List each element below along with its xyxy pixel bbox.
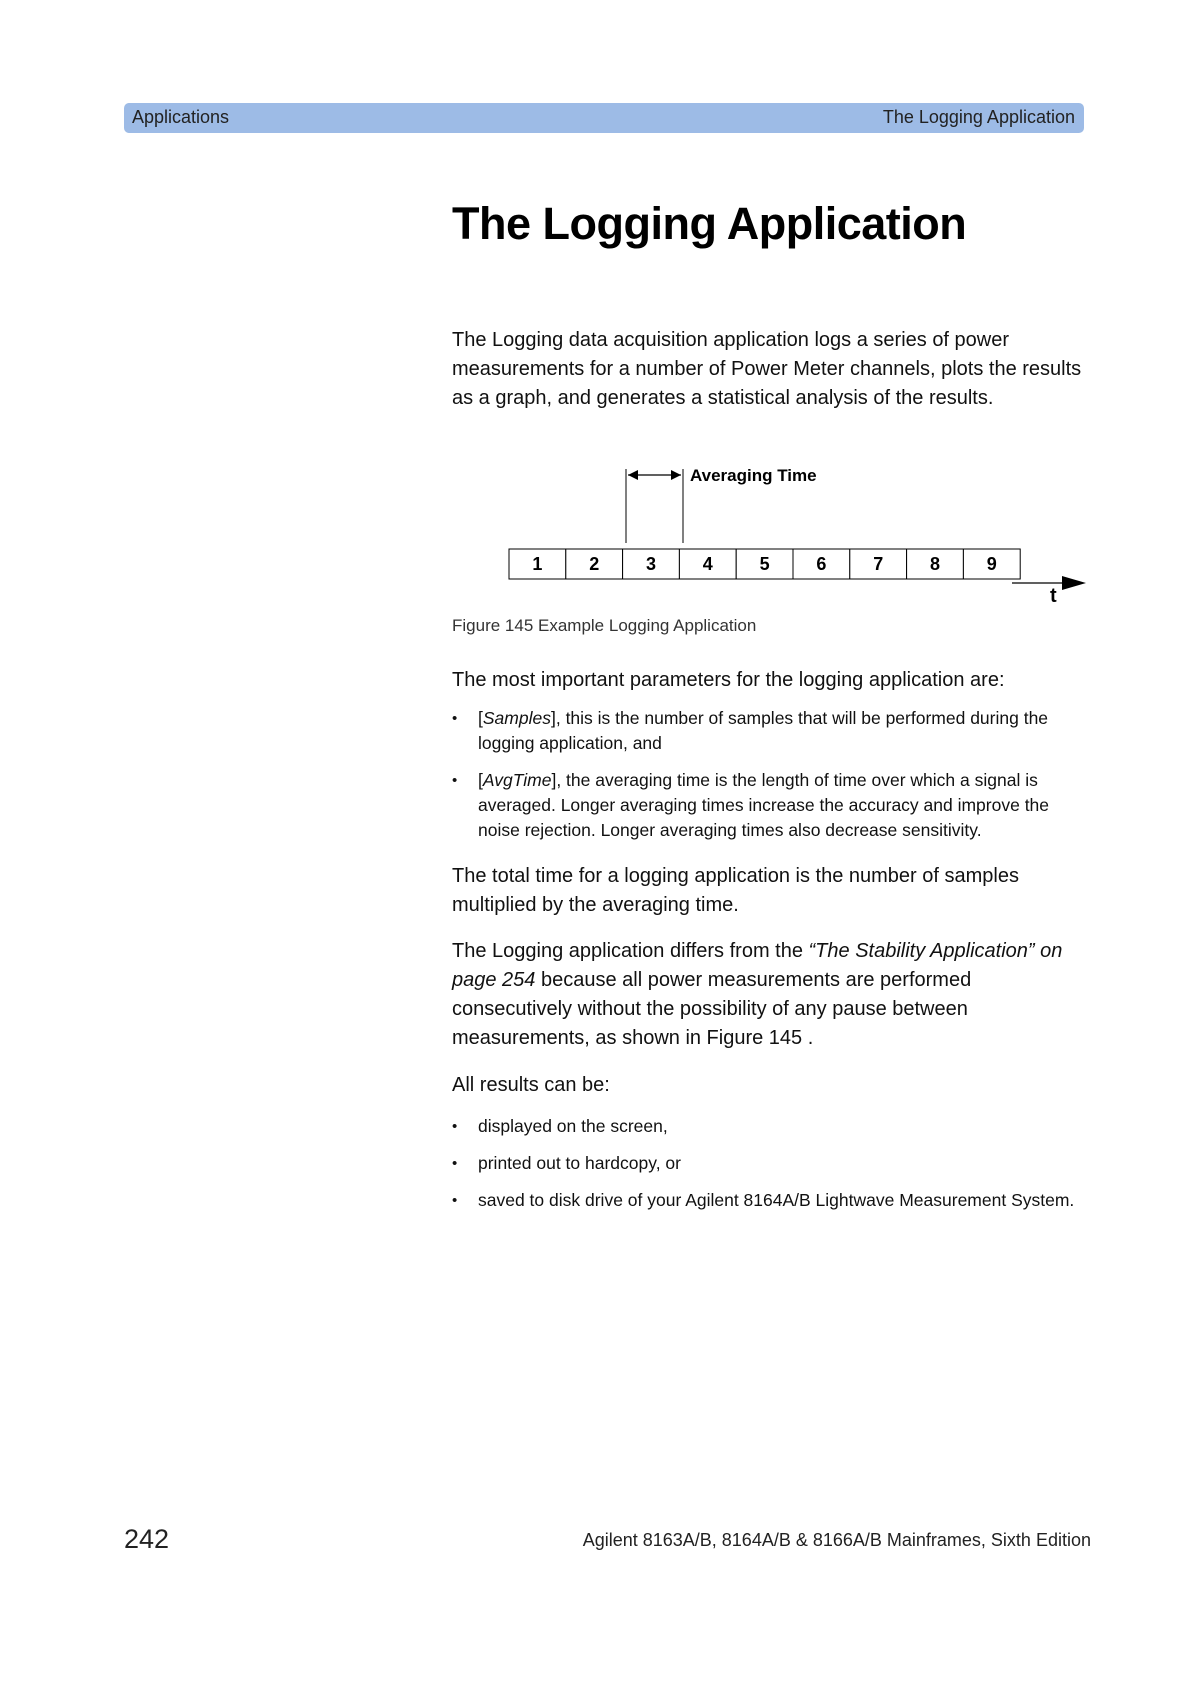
averaging-time-label: Averaging Time: [690, 466, 817, 485]
avg-time-arrowhead-right: [671, 470, 681, 480]
intro-paragraph: The Logging data acquisition application logs a series of power measurements for a number of Power Meter channels, plots the results as a graph, and generates a statistical analysis of the results.: [452, 329, 1082, 409]
page-title: The Logging Application: [452, 198, 967, 249]
page-number: 242: [124, 1524, 170, 1554]
time-axis-arrowhead: [1062, 576, 1086, 590]
footer-title: Agilent 8163A/B, 8164A/B & 8166A/B Mainframes, Sixth Edition: [582, 1530, 1091, 1550]
list-item: • [Samples], this is the number of samples that will be performed during the logging application, and: [452, 706, 1092, 756]
stability-application-link[interactable]: “The Stability Application” on page 254: [452, 940, 1063, 991]
running-header: [124, 103, 1084, 133]
header-topic-label: The Logging Application: [882, 107, 1075, 127]
time-axis-label: t: [1050, 585, 1057, 605]
param-term: Samples: [482, 708, 551, 728]
sample-cell-label: 6: [816, 554, 827, 574]
parameter-list: [452, 706, 1092, 855]
differs-text-after: because all power measurements are performed consecutively without the possibility of any pause between measurements, as shown in Figure 145 .: [452, 969, 972, 1049]
differs-paragraph: [452, 937, 1092, 1053]
avg-time-arrowhead-left: [628, 470, 638, 480]
differs-text-before: The Logging application differs from the: [452, 940, 809, 962]
logging-figure: [452, 455, 1092, 605]
sample-cell-label: 7: [873, 554, 884, 574]
list-item: • displayed on the screen,: [452, 1114, 1092, 1139]
header-section-label: Applications: [132, 107, 230, 127]
param-term: AvgTime: [482, 770, 552, 790]
results-list: [452, 1114, 1092, 1225]
list-item: • saved to disk drive of your Agilent 8164A/B Lightwave Measurement System.: [452, 1188, 1092, 1213]
results-intro: All results can be:: [452, 1074, 610, 1096]
sample-cell-label: 9: [986, 554, 997, 574]
sample-cell-label: 1: [532, 554, 543, 574]
sample-cell-label: 5: [759, 554, 770, 574]
sample-cell-label: 2: [589, 554, 600, 574]
figure-caption: Figure 145 Example Logging Application: [452, 616, 757, 635]
param-description: , the averaging time is the length of time over which a signal is averaged. Longer averaging times increase the accuracy and improve the noise rejection. Longer averaging times also decrease sensitivity.: [478, 770, 1050, 840]
param-description: , this is the number of samples that will be performed during the logging application, and: [478, 708, 1049, 753]
sample-cells: [509, 549, 1020, 579]
list-item: • printed out to hardcopy, or: [452, 1151, 1092, 1176]
sample-cell-label: 8: [929, 554, 941, 574]
sample-cell-label: 3: [645, 554, 657, 574]
sample-cell-label: 4: [702, 554, 713, 574]
logging-timing-diagram: [452, 455, 1092, 605]
list-item: • [AvgTime], the averaging time is the length of time over which a signal is averaged. Longer averaging times increase the accuracy and improve the noise rejection. Longer averaging times also decrease sensitivity.: [452, 768, 1092, 843]
params-intro: The most important parameters for the logging application are:: [452, 669, 1005, 691]
total-time-paragraph: The total time for a logging application is the number of samples multiplied by the averaging time.: [452, 865, 1019, 916]
